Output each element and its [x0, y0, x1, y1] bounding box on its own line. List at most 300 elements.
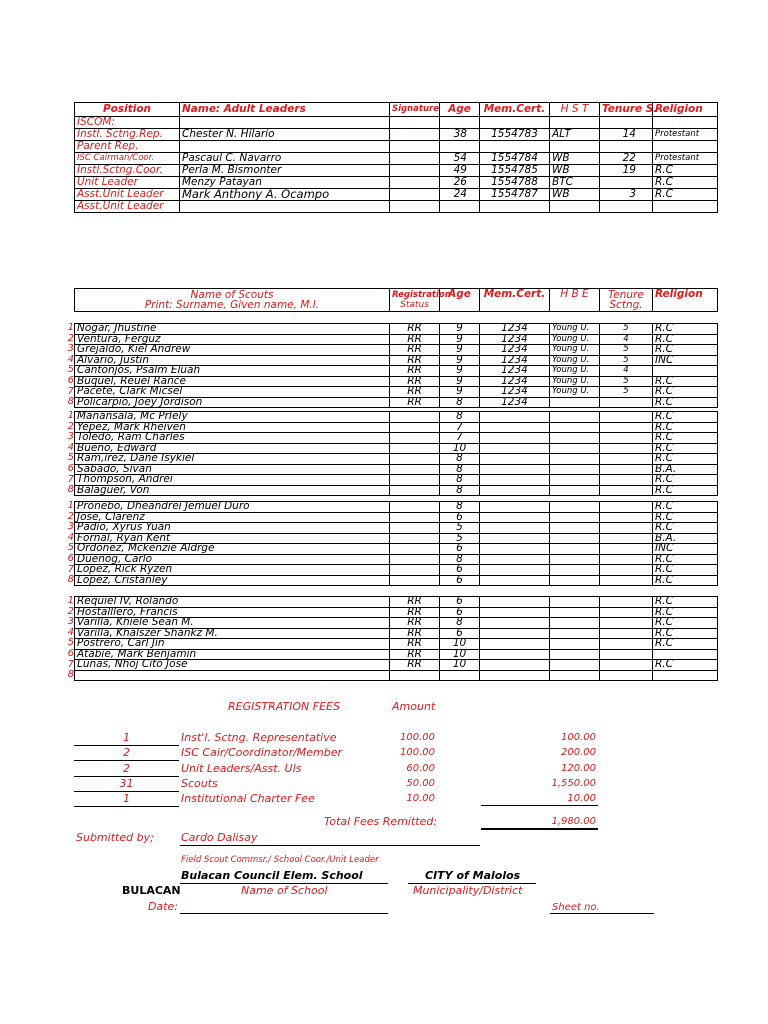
scout-cell-hbe: [550, 565, 600, 576]
scout-cell-reg: [390, 454, 440, 465]
adult-cell-age: [440, 141, 480, 153]
adult-cell-age: 26: [440, 177, 480, 189]
scout-cell-tenure: [600, 443, 653, 454]
scout-row-number: 3: [67, 616, 74, 628]
header-scout-name-line1: Name of Scouts: [190, 289, 274, 301]
scout-row-number: 5: [67, 542, 74, 554]
scout-cell-religion: INC: [653, 544, 718, 555]
scout-cell-age: 8: [440, 475, 480, 486]
adult-cell-religion: [653, 141, 718, 153]
scout-cell-name: Requiel IV, Rolando: [75, 597, 390, 608]
adult-cell-mem-cert: [480, 201, 550, 213]
header-name: Name: Adult Leaders: [180, 103, 390, 117]
scout-group-table: [74, 501, 718, 586]
scout-cell-religion: R.C: [653, 433, 718, 444]
municipality-label: Municipality/District: [413, 884, 523, 897]
scout-row: [75, 670, 718, 681]
adult-cell-mem-cert: [480, 141, 550, 153]
scout-cell-name: Bueno, Edward: [75, 443, 390, 454]
adult-header-row: [75, 103, 718, 117]
scout-cell-tenure: [600, 464, 653, 475]
header-religion: Religion: [653, 103, 718, 117]
scout-cell-tenure: [600, 544, 653, 555]
header-tenure: Tenure S.: [600, 103, 653, 117]
adult-row: [75, 165, 718, 177]
adult-cell-position: Unit Leader: [75, 177, 180, 189]
scout-cell-mem: [480, 433, 550, 444]
scout-cell-tenure: [600, 512, 653, 523]
scout-cell-tenure: [600, 533, 653, 544]
scout-cell-religion: R.C: [653, 376, 718, 387]
adult-cell-tenure: 19: [600, 165, 653, 177]
scout-cell-age: 7: [440, 433, 480, 444]
header-tenure-line1: Tenure: [608, 289, 644, 301]
adult-cell-hst: WB: [550, 189, 600, 201]
scout-cell-hbe: [550, 607, 600, 618]
scout-cell-religion: R.C: [653, 628, 718, 639]
fee-rate: 50.00: [406, 777, 435, 789]
submitted-label: Submitted by;: [76, 831, 154, 844]
scout-cell-mem: [480, 502, 550, 513]
fee-qty: 2: [123, 761, 130, 775]
adult-cell-hst: BTC: [550, 177, 600, 189]
scout-cell-mem: 1234: [480, 397, 550, 408]
scout-cell-name: Ordonez, Mckenzie Aldrge: [75, 544, 390, 555]
scout-cell-name: [75, 670, 390, 681]
scout-cell-age: 8: [440, 554, 480, 565]
scout-cell-name: Varilla, Khiele Sean M.: [75, 618, 390, 629]
scout-cell-religion: R.C: [653, 565, 718, 576]
scout-row-number: 7: [67, 658, 74, 670]
adult-cell-signature: [390, 201, 440, 213]
fees-amount-label: Amount: [392, 700, 436, 713]
scout-cell-hbe: [550, 422, 600, 433]
date-line: [180, 913, 388, 914]
scout-row-number: 4: [67, 441, 74, 453]
scout-cell-hbe: [550, 485, 600, 496]
scout-cell-tenure: [600, 475, 653, 486]
scout-cell-tenure: [600, 485, 653, 496]
scout-cell-tenure: [600, 523, 653, 534]
city-name: CITY of Malolos: [425, 869, 521, 882]
scout-cell-tenure: [600, 597, 653, 608]
scout-cell-religion: R.C: [653, 554, 718, 565]
scout-cell-name: Buquel, Reuel Rance: [75, 376, 390, 387]
scout-cell-religion: R.C: [653, 345, 718, 356]
adult-row: [75, 141, 718, 153]
scout-cell-hbe: Young U.: [550, 366, 600, 377]
adult-cell-mem-cert: 1554784: [480, 153, 550, 165]
scout-cell-reg: RR: [390, 639, 440, 650]
scout-cell-tenure: [600, 628, 653, 639]
scout-cell-tenure: [600, 433, 653, 444]
scout-cell-mem: [480, 485, 550, 496]
header-hst: H S T: [550, 103, 600, 117]
scout-cell-hbe: [550, 454, 600, 465]
scout-cell-name: Lopez, Cristanley: [75, 575, 390, 586]
fee-total: 10.00: [567, 793, 596, 805]
scout-cell-tenure: 5: [600, 324, 653, 335]
fee-total: 120.00: [561, 762, 596, 774]
scout-cell-mem: 1234: [480, 324, 550, 335]
scout-cell-age: 6: [440, 512, 480, 523]
date-label: Date:: [148, 900, 178, 913]
adult-cell-hst: WB: [550, 153, 600, 165]
header-scout-religion: Religion: [653, 289, 718, 312]
scout-cell-age: 9: [440, 387, 480, 398]
scout-cell-name: Jose, Clarenz: [75, 512, 390, 523]
scout-row: [75, 345, 718, 356]
role-label: Field Scout Commsr./ School Coor./Unit Leader: [181, 855, 379, 865]
scout-cell-religion: R.C: [653, 607, 718, 618]
scout-cell-mem: [480, 575, 550, 586]
scout-row: [75, 523, 718, 534]
scout-cell-mem: [480, 597, 550, 608]
fee-total: 100.00: [561, 732, 596, 743]
scout-cell-mem: 1234: [480, 366, 550, 377]
adult-cell-age: 38: [440, 129, 480, 141]
adult-cell-name: Menzy Patayan: [180, 177, 390, 189]
scout-cell-reg: RR: [390, 649, 440, 660]
adult-row: [75, 189, 718, 201]
scout-cell-reg: RR: [390, 397, 440, 408]
adult-cell-name: [180, 141, 390, 153]
scout-cell-tenure: 4: [600, 334, 653, 345]
adult-cell-mem-cert: 1554783: [480, 129, 550, 141]
scout-cell-religion: R.C: [653, 660, 718, 671]
scout-cell-name: Yepez, Mark Rheiven: [75, 422, 390, 433]
scout-cell-age: 10: [440, 639, 480, 650]
scout-cell-mem: [480, 422, 550, 433]
scout-cell-reg: RR: [390, 607, 440, 618]
scout-row-number: 6: [67, 463, 74, 474]
scout-row-number: 6: [67, 375, 74, 386]
fee-rate: 100.00: [400, 732, 435, 743]
adult-cell-religion: Protestant: [653, 153, 718, 165]
adult-cell-signature: [390, 129, 440, 141]
scout-cell-hbe: Young U.: [550, 324, 600, 335]
scout-cell-name: Alvario, Justin: [75, 355, 390, 366]
scout-row-number: 5: [67, 452, 74, 464]
scout-cell-age: 6: [440, 575, 480, 586]
fee-qty: 2: [123, 746, 130, 760]
scout-group-table: [74, 411, 718, 496]
scout-cell-age: 10: [440, 649, 480, 660]
scout-cell-mem: [480, 533, 550, 544]
adult-row: [75, 177, 718, 189]
adult-cell-tenure: [600, 177, 653, 189]
scout-cell-reg: RR: [390, 324, 440, 335]
scout-cell-tenure: [600, 454, 653, 465]
scout-row: [75, 433, 718, 444]
scout-cell-name: Policarpio, Joey Jordison: [75, 397, 390, 408]
fee-rate: 100.00: [400, 747, 435, 759]
adult-cell-signature: [390, 189, 440, 201]
scout-cell-mem: [480, 544, 550, 555]
scout-cell-religion: R.C: [653, 485, 718, 496]
scout-cell-reg: RR: [390, 376, 440, 387]
scout-row: [75, 575, 718, 586]
scout-row-number: 4: [67, 353, 74, 365]
scout-cell-religion: B.A.: [653, 464, 718, 475]
scout-cell-religion: INC: [653, 355, 718, 366]
scout-group-table: [74, 596, 718, 681]
adult-row: [75, 153, 718, 165]
scout-cell-mem: [480, 512, 550, 523]
header-age: Age: [440, 103, 480, 117]
scout-cell-religion: R.C: [653, 618, 718, 629]
scout-cell-religion: R.C: [653, 412, 718, 423]
scout-cell-mem: 1234: [480, 334, 550, 345]
school-label: Name of School: [241, 884, 328, 897]
adult-cell-signature: [390, 153, 440, 165]
scout-cell-reg: [390, 422, 440, 433]
scout-cell-name: Balaguer, Von: [75, 485, 390, 496]
scout-cell-tenure: 5: [600, 355, 653, 366]
scout-cell-age: 8: [440, 454, 480, 465]
scout-cell-tenure: [600, 575, 653, 586]
fee-rate: 10.00: [406, 793, 435, 805]
scout-cell-hbe: [550, 618, 600, 629]
scout-cell-religion: R.C: [653, 502, 718, 513]
scout-cell-hbe: [550, 523, 600, 534]
scout-cell-age: 8: [440, 464, 480, 475]
scout-cell-reg: [390, 412, 440, 423]
scout-cell-name: Pacete, Clark Micsel: [75, 387, 390, 398]
scout-cell-age: 6: [440, 628, 480, 639]
scout-cell-name: Sabado, Sivan: [75, 464, 390, 475]
scout-cell-tenure: [600, 565, 653, 576]
fee-desc: Inst'l. Sctng. Representative: [181, 731, 337, 744]
adult-cell-position: Instl.Sctng.Coor.: [75, 165, 180, 177]
scout-cell-religion: R.C: [653, 324, 718, 335]
adult-cell-tenure: 22: [600, 153, 653, 165]
scout-cell-age: 9: [440, 366, 480, 377]
adult-cell-name: [180, 201, 390, 213]
scout-cell-mem: 1234: [480, 376, 550, 387]
scout-cell-reg: [390, 485, 440, 496]
scout-cell-age: 9: [440, 376, 480, 387]
fee-qty: 1: [123, 731, 130, 744]
scout-row-number: 5: [67, 364, 74, 376]
scout-cell-age: 9: [440, 345, 480, 356]
scouts-header-table: [74, 288, 718, 312]
scout-cell-reg: [390, 512, 440, 523]
adult-cell-position: Asst.Unit Leader: [75, 189, 180, 201]
scout-cell-reg: RR: [390, 597, 440, 608]
scout-cell-reg: [390, 464, 440, 475]
scout-cell-name: Fornal, Ryan Kent: [75, 533, 390, 544]
adult-cell-mem-cert: 1554788: [480, 177, 550, 189]
scout-cell-reg: RR: [390, 345, 440, 356]
adult-cell-position: ISC Cairman/Coor.: [75, 153, 180, 165]
scout-cell-name: Padio, Xyrus Yuan: [75, 523, 390, 534]
scout-cell-hbe: [550, 443, 600, 454]
scout-cell-age: 6: [440, 607, 480, 618]
scout-row: [75, 502, 718, 513]
adult-cell-signature: [390, 141, 440, 153]
scout-cell-reg: RR: [390, 355, 440, 366]
scout-row: [75, 544, 718, 555]
scout-group-table: [74, 323, 718, 408]
adult-cell-age: 54: [440, 153, 480, 165]
adult-leaders-table: [74, 102, 718, 213]
scout-cell-tenure: [600, 639, 653, 650]
header-mem-cert: Mem.Cert.: [480, 103, 550, 117]
scout-cell-age: 9: [440, 324, 480, 335]
scout-cell-name: Pronebo, Dheandrei Jemuel Duro: [75, 502, 390, 513]
adult-cell-mem-cert: [480, 117, 550, 129]
scout-row: [75, 628, 718, 639]
adult-cell-mem-cert: 1554785: [480, 165, 550, 177]
header-registration-line1: Registration: [392, 290, 451, 300]
scout-cell-age: 7: [440, 422, 480, 433]
scout-row-number: 1: [67, 322, 74, 333]
scout-row-number: 3: [67, 343, 74, 355]
scout-cell-age: 8: [440, 397, 480, 408]
scout-cell-hbe: [550, 412, 600, 423]
fee-qty: 31: [119, 776, 134, 790]
scout-cell-religion: R.C: [653, 422, 718, 433]
scout-cell-reg: RR: [390, 618, 440, 629]
scout-cell-age: 10: [440, 443, 480, 454]
scout-cell-age: [440, 670, 480, 681]
scout-cell-reg: [390, 575, 440, 586]
scout-row: [75, 324, 718, 335]
scout-cell-name: Duenog, Carlo: [75, 554, 390, 565]
scout-cell-hbe: Young U.: [550, 387, 600, 398]
scout-row-number: 5: [67, 637, 74, 649]
scout-cell-religion: [653, 670, 718, 681]
adult-cell-age: 49: [440, 165, 480, 177]
adult-row: [75, 129, 718, 141]
scout-cell-tenure: [600, 554, 653, 565]
scout-cell-hbe: [550, 649, 600, 660]
scout-cell-tenure: [600, 649, 653, 660]
adult-cell-hst: WB: [550, 165, 600, 177]
scout-cell-mem: [480, 554, 550, 565]
submitted-line: [180, 845, 480, 846]
header-hbe: H B E: [550, 289, 600, 312]
adult-cell-name: Perla M. Bismonter: [180, 165, 390, 177]
scout-cell-age: 6: [440, 597, 480, 608]
scout-cell-mem: [480, 443, 550, 454]
scout-cell-hbe: [550, 533, 600, 544]
scout-cell-age: 8: [440, 485, 480, 496]
scout-cell-age: 5: [440, 533, 480, 544]
adult-row: [75, 117, 718, 129]
fee-desc: Institutional Charter Fee: [181, 792, 315, 806]
adult-cell-name: Pascaul C. Navarro: [180, 153, 390, 165]
fees-total-value: 1,980.00: [551, 816, 596, 827]
scout-cell-mem: [480, 464, 550, 475]
scout-cell-name: Varilla, Khalszer Shankz M.: [75, 628, 390, 639]
scout-row-number: 8: [67, 396, 74, 408]
scout-cell-mem: [480, 454, 550, 465]
scout-row-number: 2: [67, 332, 74, 344]
scout-cell-tenure: [600, 412, 653, 423]
scout-cell-mem: [480, 670, 550, 681]
scout-cell-reg: RR: [390, 628, 440, 639]
header-tenure-line2: Sctng.: [609, 299, 643, 311]
scout-row: [75, 475, 718, 486]
adult-cell-position: Instl. Sctng.Rep.: [75, 129, 180, 141]
adult-cell-mem-cert: 1554787: [480, 189, 550, 201]
scout-cell-reg: [390, 533, 440, 544]
adult-cell-religion: R.C: [653, 165, 718, 177]
scout-cell-name: Manansala, Mc PrIely: [75, 412, 390, 423]
scout-row-number: 1: [67, 500, 74, 511]
scout-cell-religion: R.C: [653, 454, 718, 465]
scout-cell-reg: RR: [390, 366, 440, 377]
scout-cell-tenure: 4: [600, 366, 653, 377]
fee-desc: Scouts: [181, 776, 218, 790]
scout-row: [75, 454, 718, 465]
scout-row: [75, 485, 718, 496]
scout-cell-religion: R.C: [653, 334, 718, 345]
adult-cell-position: ISCOM:: [75, 117, 180, 129]
scout-cell-mem: [480, 565, 550, 576]
scout-cell-tenure: 5: [600, 345, 653, 356]
adult-cell-signature: [390, 117, 440, 129]
scout-cell-mem: [480, 523, 550, 534]
scout-cell-hbe: Young U.: [550, 345, 600, 356]
scout-row-number: 4: [67, 626, 74, 638]
header-scout-mem: Mem.Cert.: [480, 289, 550, 312]
adult-cell-age: [440, 117, 480, 129]
scout-cell-religion: R.C: [653, 512, 718, 523]
fee-desc: ISC Cair/Coordinator/Member: [181, 746, 343, 760]
scout-row: [75, 660, 718, 671]
scout-cell-religion: B.A.: [653, 533, 718, 544]
scout-cell-religion: R.C: [653, 475, 718, 486]
scout-cell-name: Cantonjos, Psalm Eluah: [75, 366, 390, 377]
scout-cell-name: Thompson, Andrei: [75, 475, 390, 486]
header-scout-name: [75, 289, 390, 312]
scout-row-number: 2: [67, 420, 74, 432]
sheet-label: Sheet no.: [552, 902, 600, 913]
scout-cell-religion: R.C: [653, 523, 718, 534]
scout-row: [75, 397, 718, 408]
scout-cell-reg: [390, 544, 440, 555]
scout-row-number: 8: [67, 669, 74, 681]
scout-row-number: 6: [67, 648, 74, 659]
adult-cell-religion: Protestant: [653, 129, 718, 141]
scout-cell-age: 5: [440, 523, 480, 534]
scout-cell-mem: [480, 412, 550, 423]
sheet-line: [550, 913, 654, 914]
fee-rate: 60.00: [406, 762, 435, 774]
scout-cell-name: Postrero, Carl Jin: [75, 639, 390, 650]
scout-cell-mem: [480, 607, 550, 618]
scout-row: [75, 512, 718, 523]
scout-row-number: 7: [67, 385, 74, 397]
fee-total: 1,550.00: [551, 777, 596, 789]
scout-cell-hbe: [550, 670, 600, 681]
scout-cell-name: Lopez, Rick Ryzen: [75, 565, 390, 576]
scout-cell-reg: [390, 670, 440, 681]
fee-qty-underline: [74, 806, 179, 807]
scout-cell-hbe: Young U.: [550, 355, 600, 366]
scout-cell-hbe: [550, 512, 600, 523]
adult-cell-tenure: 14: [600, 129, 653, 141]
adult-cell-religion: [653, 117, 718, 129]
scout-cell-hbe: [550, 433, 600, 444]
adult-cell-age: [440, 201, 480, 213]
scout-cell-mem: 1234: [480, 355, 550, 366]
scout-row-number: 7: [67, 563, 74, 575]
scout-cell-hbe: [550, 502, 600, 513]
